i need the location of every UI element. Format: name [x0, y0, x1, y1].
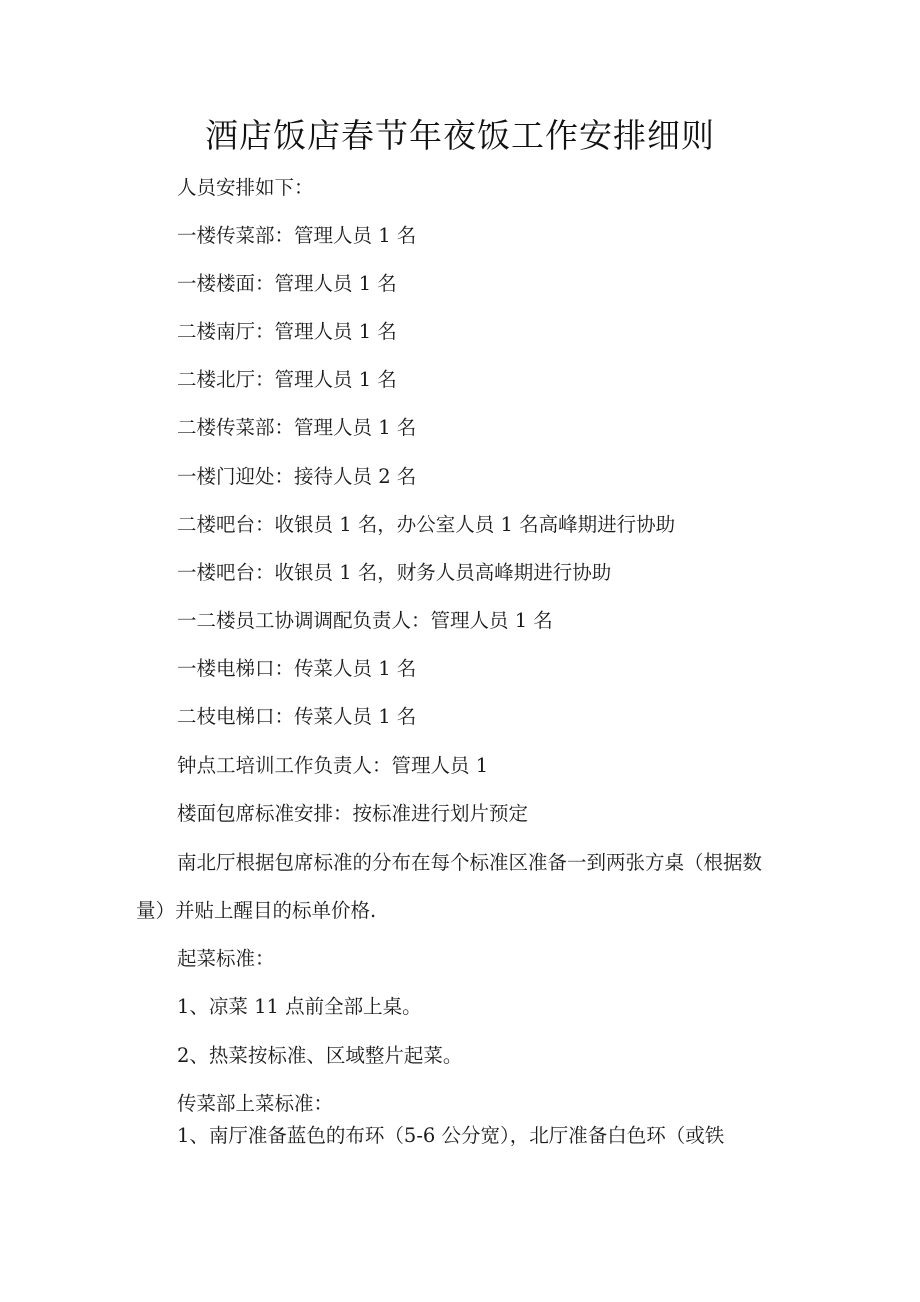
text-line: 一楼传菜部：管理人员 1 名: [177, 224, 417, 247]
text-line: 钟点工培训工作负责人：管理人员 1: [177, 754, 489, 777]
text-line: 二楼吧台：收银员 1 名，办公室人员 1 名高峰期进行协助: [177, 513, 676, 536]
text-line: 二枝电梯口：传菜人员 1 名: [177, 705, 417, 728]
text-line: 二楼北厅：管理人员 1 名: [177, 368, 397, 391]
text-line: 二楼南厅：管理人员 1 名: [177, 320, 397, 343]
paragraph-line-first: 南北厅根据包席标准的分布在每个标准区准备一到两张方桌（根据数: [177, 851, 763, 874]
document-title: 酒店饭店春节年夜饭工作安排细则: [205, 116, 715, 155]
text-line: 一楼楼面：管理人员 1 名: [177, 272, 397, 295]
text-line: 一楼电梯口：传菜人员 1 名: [177, 657, 417, 680]
text-line: 1、南厅准备蓝色的布环（5-6 公分宽），北厅准备白色环（或铁: [177, 1124, 725, 1147]
text-line: 二楼传菜部：管理人员 1 名: [177, 416, 417, 439]
paragraph-line-continued: 量）并贴上醒目的标单价格.: [136, 899, 377, 922]
text-line: 楼面包席标准安排：按标准进行划片预定: [177, 802, 529, 825]
text-line: 1、凉菜 11 点前全部上桌。: [177, 995, 422, 1018]
text-line: 一楼吧台：收银员 1 名，财务人员高峰期进行协助: [177, 561, 612, 584]
text-line: 一楼门迎处：接待人员 2 名: [177, 465, 417, 488]
text-line: 2、热菜按标准、区域整片起菜。: [177, 1044, 463, 1067]
text-line: 人员安排如下：: [177, 176, 314, 199]
text-line: 传菜部上菜标准：: [177, 1092, 334, 1115]
text-line: 一二楼员工协调调配负责人：管理人员 1 名: [177, 609, 553, 632]
text-line: 起菜标准：: [177, 947, 275, 970]
